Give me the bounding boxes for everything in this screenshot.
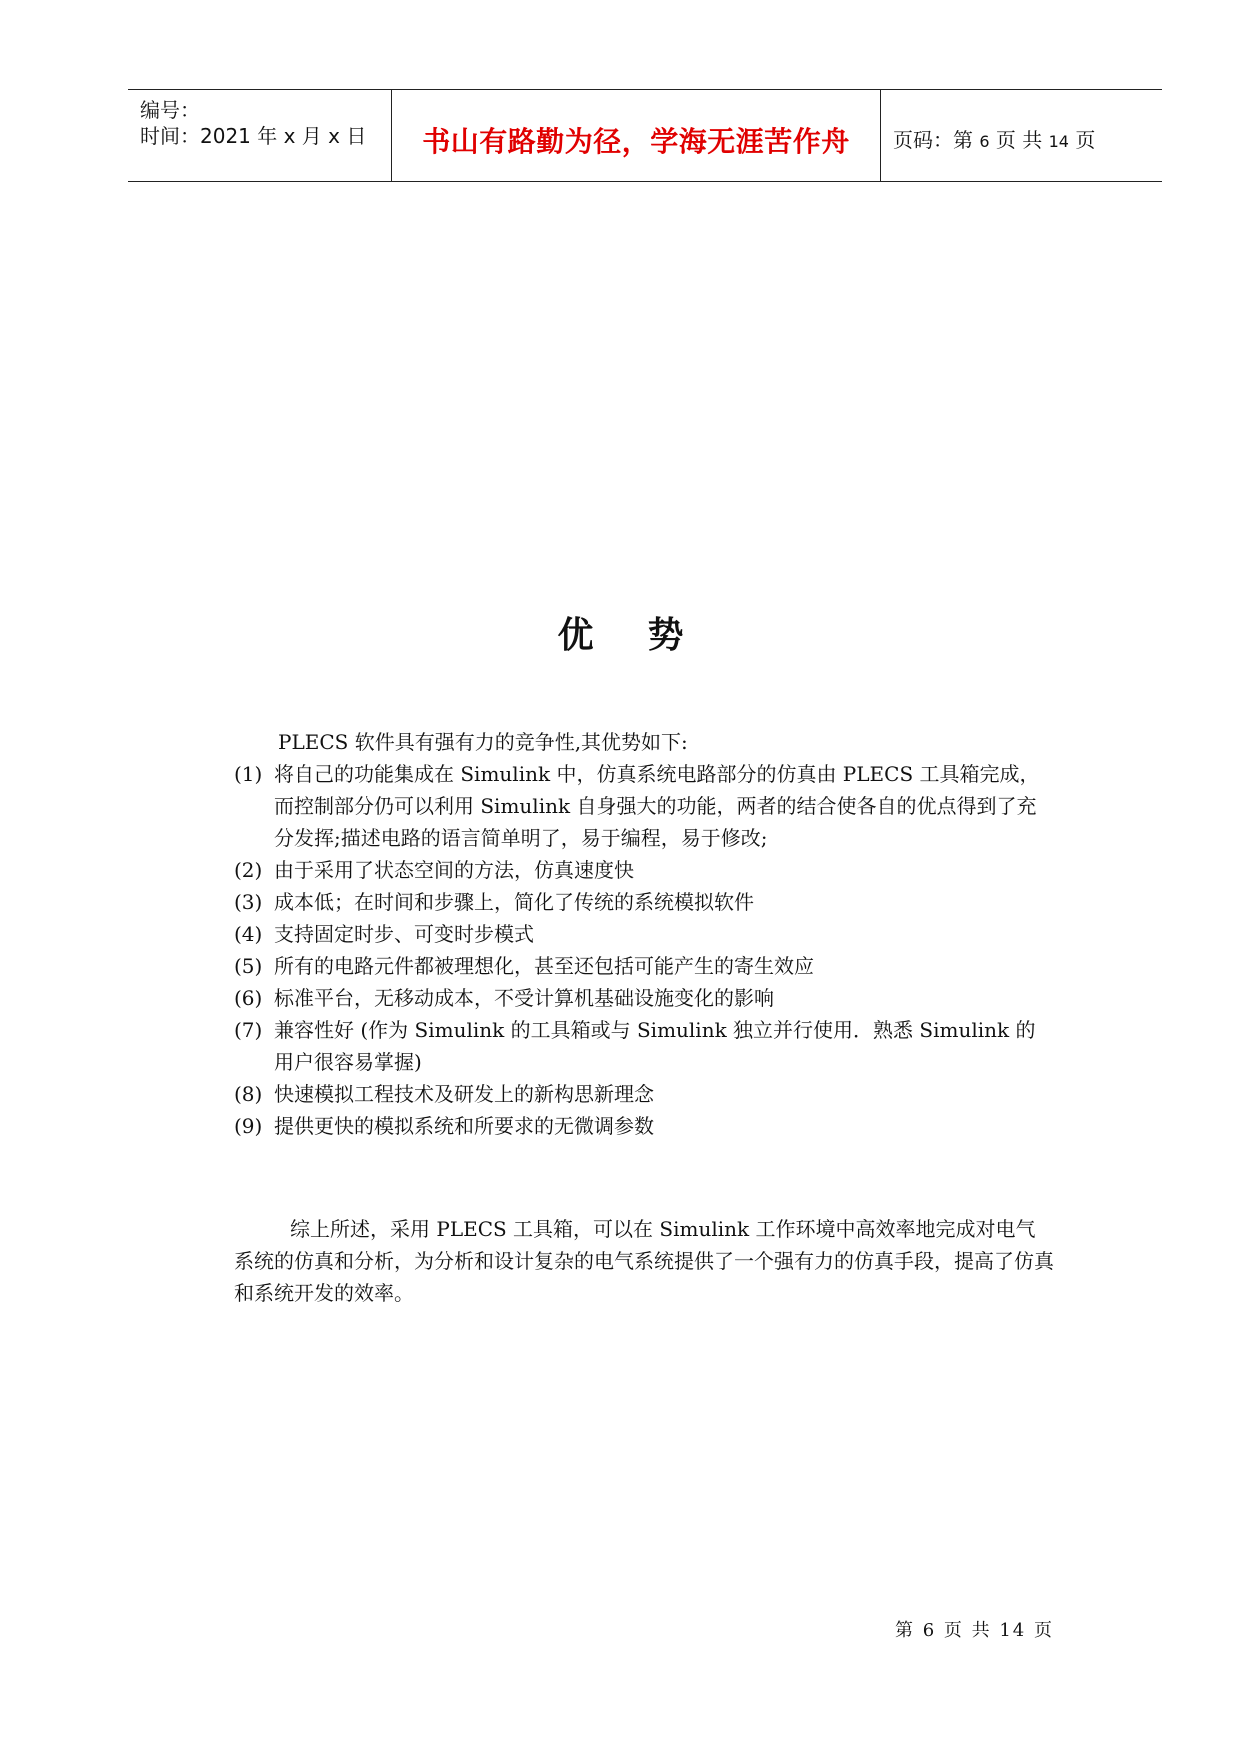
- list-item-text: 兼容性好 (作为 Simulink 的工具箱或与 Simulink 独立并行使用．熟悉 Simulink 的用户很容易掌握): [274, 1018, 1036, 1074]
- list-item: [234, 918, 1054, 950]
- list-item: [234, 886, 1054, 918]
- list-item-text: 支持固定时步、可变时步模式: [274, 922, 534, 946]
- list-item-index: (7): [234, 1018, 263, 1042]
- header-motto-cell: [392, 90, 881, 181]
- list-item-text: 由于采用了状态空间的方法，仿真速度快: [274, 858, 634, 882]
- list-item-index: (4): [234, 922, 263, 946]
- document-number-label: 编号：: [140, 98, 200, 122]
- summary-paragraph: 综上所述，采用 PLECS 工具箱，可以在 Simulink 工作环境中高效率地完成对电气系统的仿真和分析，为分析和设计复杂的电气系统提供了一个强有力的仿真手段，提高了仿真和系统开发的效率。: [234, 1217, 1054, 1305]
- list-item-index: (9): [234, 1114, 263, 1138]
- list-item-text: 将自己的功能集成在 Simulink 中，仿真系统电路部分的仿真由 PLECS 工具箱完成，而控制部分仍可以利用 Simulink 自身强大的功能，两者的结合使各自的优点得到了充分发挥;描述电路的语言简单明了，易于编程，易于修改;: [274, 762, 1040, 850]
- header-page-cell: [881, 90, 1162, 181]
- list-item-text: 快速模拟工程技术及研发上的新构思新理念: [274, 1082, 654, 1106]
- page-code-mid: 页 共: [995, 128, 1043, 152]
- list-item-index: (5): [234, 954, 263, 978]
- list-item-text: 所有的电路元件都被理想化，甚至还包括可能产生的寄生效应: [274, 954, 814, 978]
- page-code-suffix: 页: [1075, 128, 1096, 152]
- page-total-number: 14: [1048, 132, 1069, 151]
- list-item-index: (6): [234, 986, 263, 1010]
- list-item-text: 成本低；在时间和步骤上，简化了传统的系统模拟软件: [274, 890, 754, 914]
- header-meta-cell: [128, 90, 392, 181]
- list-item-text: 提供更快的模拟系统和所要求的无微调参数: [274, 1114, 654, 1138]
- header-page-code: [893, 124, 1095, 153]
- list-item: [234, 758, 1054, 854]
- list-item: [234, 854, 1054, 886]
- list-item: [234, 1078, 1054, 1110]
- header-motto: 书山有路勤为径，学海无涯苦作舟: [422, 125, 850, 158]
- list-item: [234, 1110, 1054, 1142]
- list-item: [234, 950, 1054, 982]
- list-item-index: (1): [234, 762, 263, 786]
- page-current-number: 6: [979, 132, 990, 151]
- document-date: 时间：2021 年 x 月 x 日: [140, 124, 367, 148]
- list-item-index: (2): [234, 858, 263, 882]
- list-item-index: (8): [234, 1082, 263, 1106]
- intro-paragraph: PLECS 软件具有强有力的竞争性,其优势如下:: [278, 730, 688, 754]
- list-item-index: (3): [234, 890, 263, 914]
- list-item: [234, 1014, 1054, 1078]
- list-item-text: 标准平台，无移动成本，不受计算机基础设施变化的影响: [274, 986, 774, 1010]
- header-table: [128, 89, 1162, 182]
- page-code-prefix: 页码：第: [893, 128, 973, 152]
- list-item: [234, 982, 1054, 1014]
- page-footer: 第 6 页 共 14 页: [895, 1620, 1054, 1641]
- advantages-list: [234, 758, 1054, 1142]
- section-title: 优势: [557, 615, 738, 656]
